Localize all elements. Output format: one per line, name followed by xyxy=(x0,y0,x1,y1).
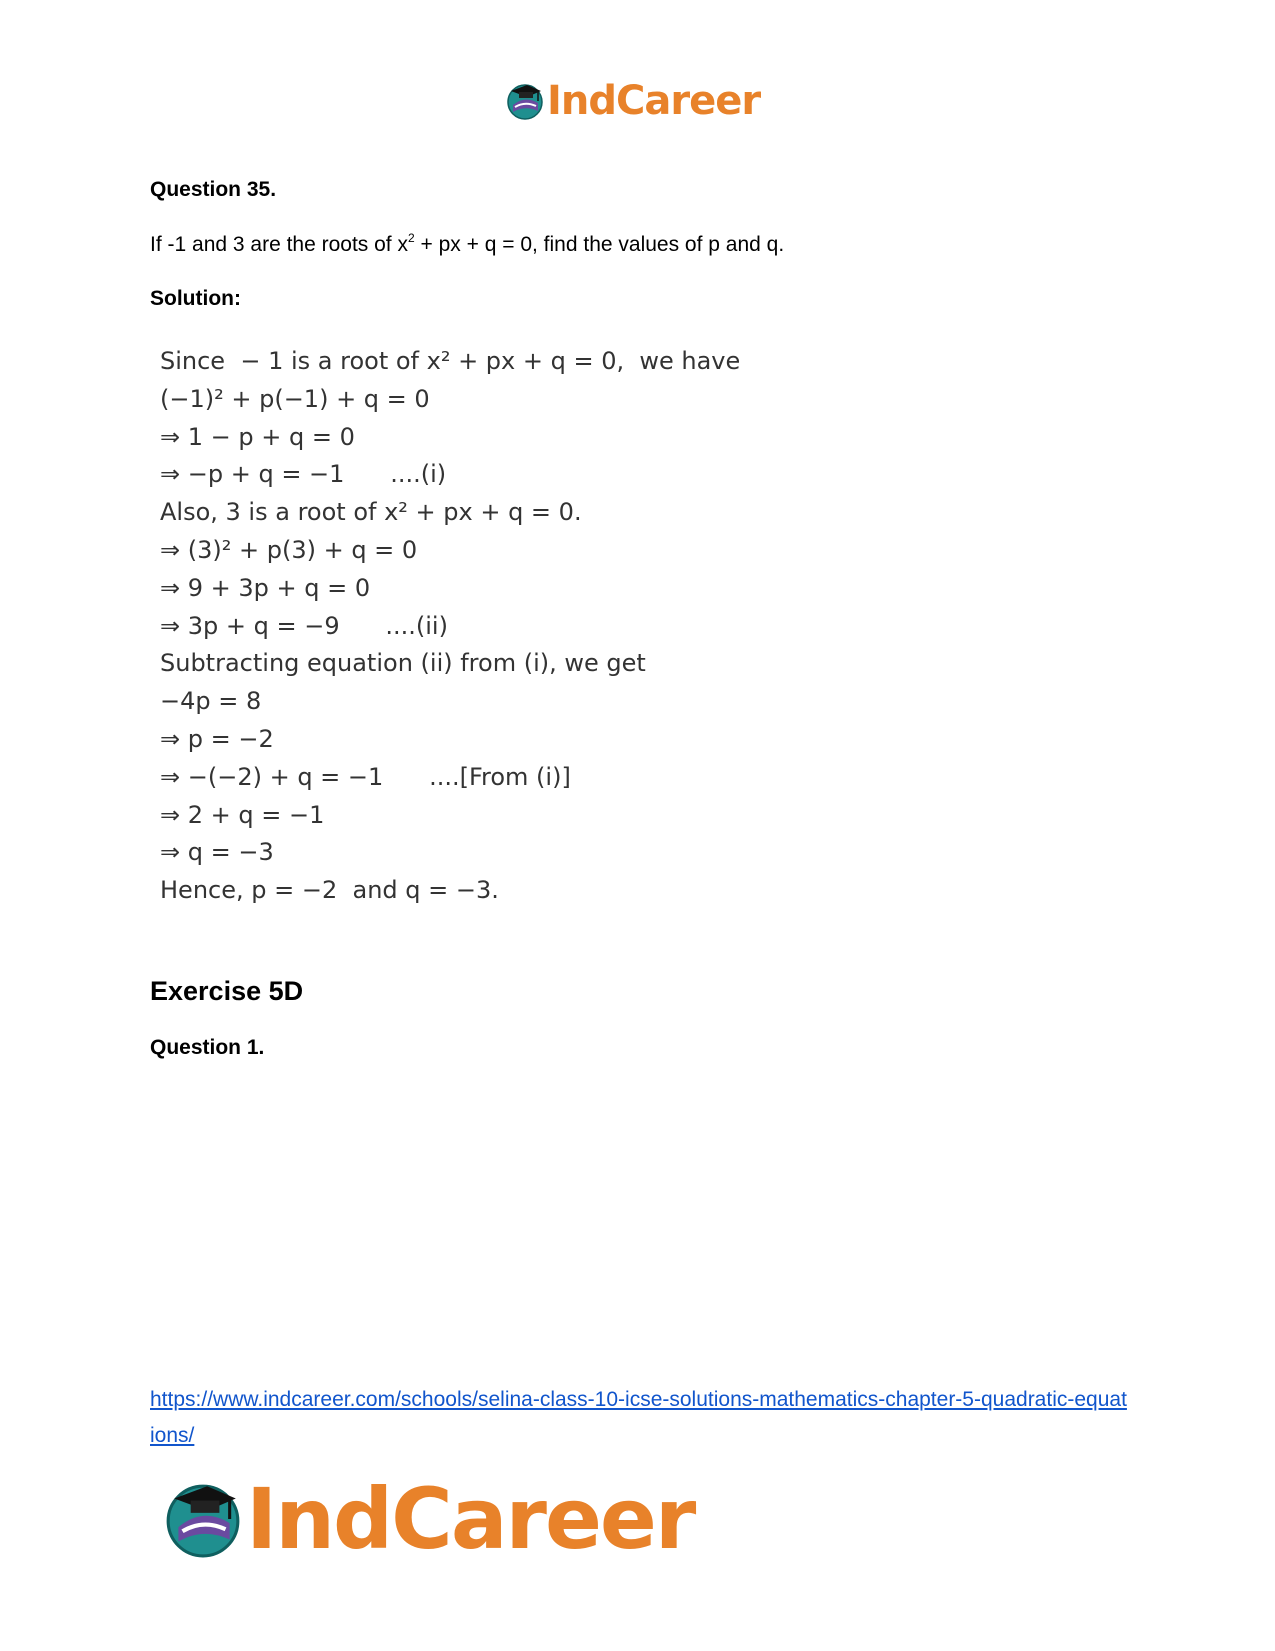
solution-line: Since − 1 is a root of x² + px + q = 0, we have xyxy=(160,347,741,375)
graduation-globe-icon xyxy=(505,81,545,121)
solution-steps xyxy=(160,343,740,910)
solution-heading: Solution: xyxy=(150,287,241,310)
indcareer-logo-header xyxy=(505,78,760,124)
solution-line: Also, 3 is a root of x² + px + q = 0. xyxy=(160,498,582,527)
solution-line: ⇒ −(−2) + q = −1 ....[From (i)] xyxy=(160,762,571,791)
solution-line: ⇒ 2 + q = −1 xyxy=(160,800,325,829)
exercise-heading: Exercise 5D xyxy=(150,976,304,1006)
question-35-text xyxy=(150,233,784,257)
solution-line: ⇒ p = −2 xyxy=(160,724,274,753)
logo-wordmark: IndCareer xyxy=(547,78,761,124)
solution-line: ⇒ 1 − p + q = 0 xyxy=(160,422,355,451)
question-1-heading: Question 1. xyxy=(150,1036,265,1059)
solution-line: ⇒ −p + q = −1 ....(i) xyxy=(160,460,447,489)
solution-line: ⇒ 3p + q = −9 ....(ii) xyxy=(160,611,448,640)
solution-line: Hence, p = −2 and q = −3. xyxy=(160,876,499,905)
indcareer-logo-footer xyxy=(162,1470,694,1568)
question-35-text-before: If -1 and 3 are the roots of x xyxy=(150,233,408,256)
source-url-link[interactable]: https://www.indcareer.com/schools/selina-class-10-icse-solutions-mathematics-chapter-5-quadratic-equations/ xyxy=(150,1388,1127,1447)
solution-line: (−1)² + p(−1) + q = 0 xyxy=(160,384,430,413)
solution-line: −4p = 8 xyxy=(160,687,262,716)
solution-line: ⇒ (3)² + p(3) + q = 0 xyxy=(160,535,418,564)
logo-wordmark: IndCareer xyxy=(246,1470,695,1568)
solution-line: ⇒ 9 + 3p + q = 0 xyxy=(160,573,371,602)
question-35-text-after: + px + q = 0, find the values of p and q. xyxy=(414,233,785,256)
graduation-globe-icon xyxy=(162,1478,244,1560)
question-35-superscript: 2 xyxy=(407,231,415,245)
solution-line: Subtracting equation (ii) from (i), we get xyxy=(160,649,646,678)
solution-line: ⇒ q = −3 xyxy=(160,838,274,867)
question-35-heading: Question 35. xyxy=(150,178,277,201)
